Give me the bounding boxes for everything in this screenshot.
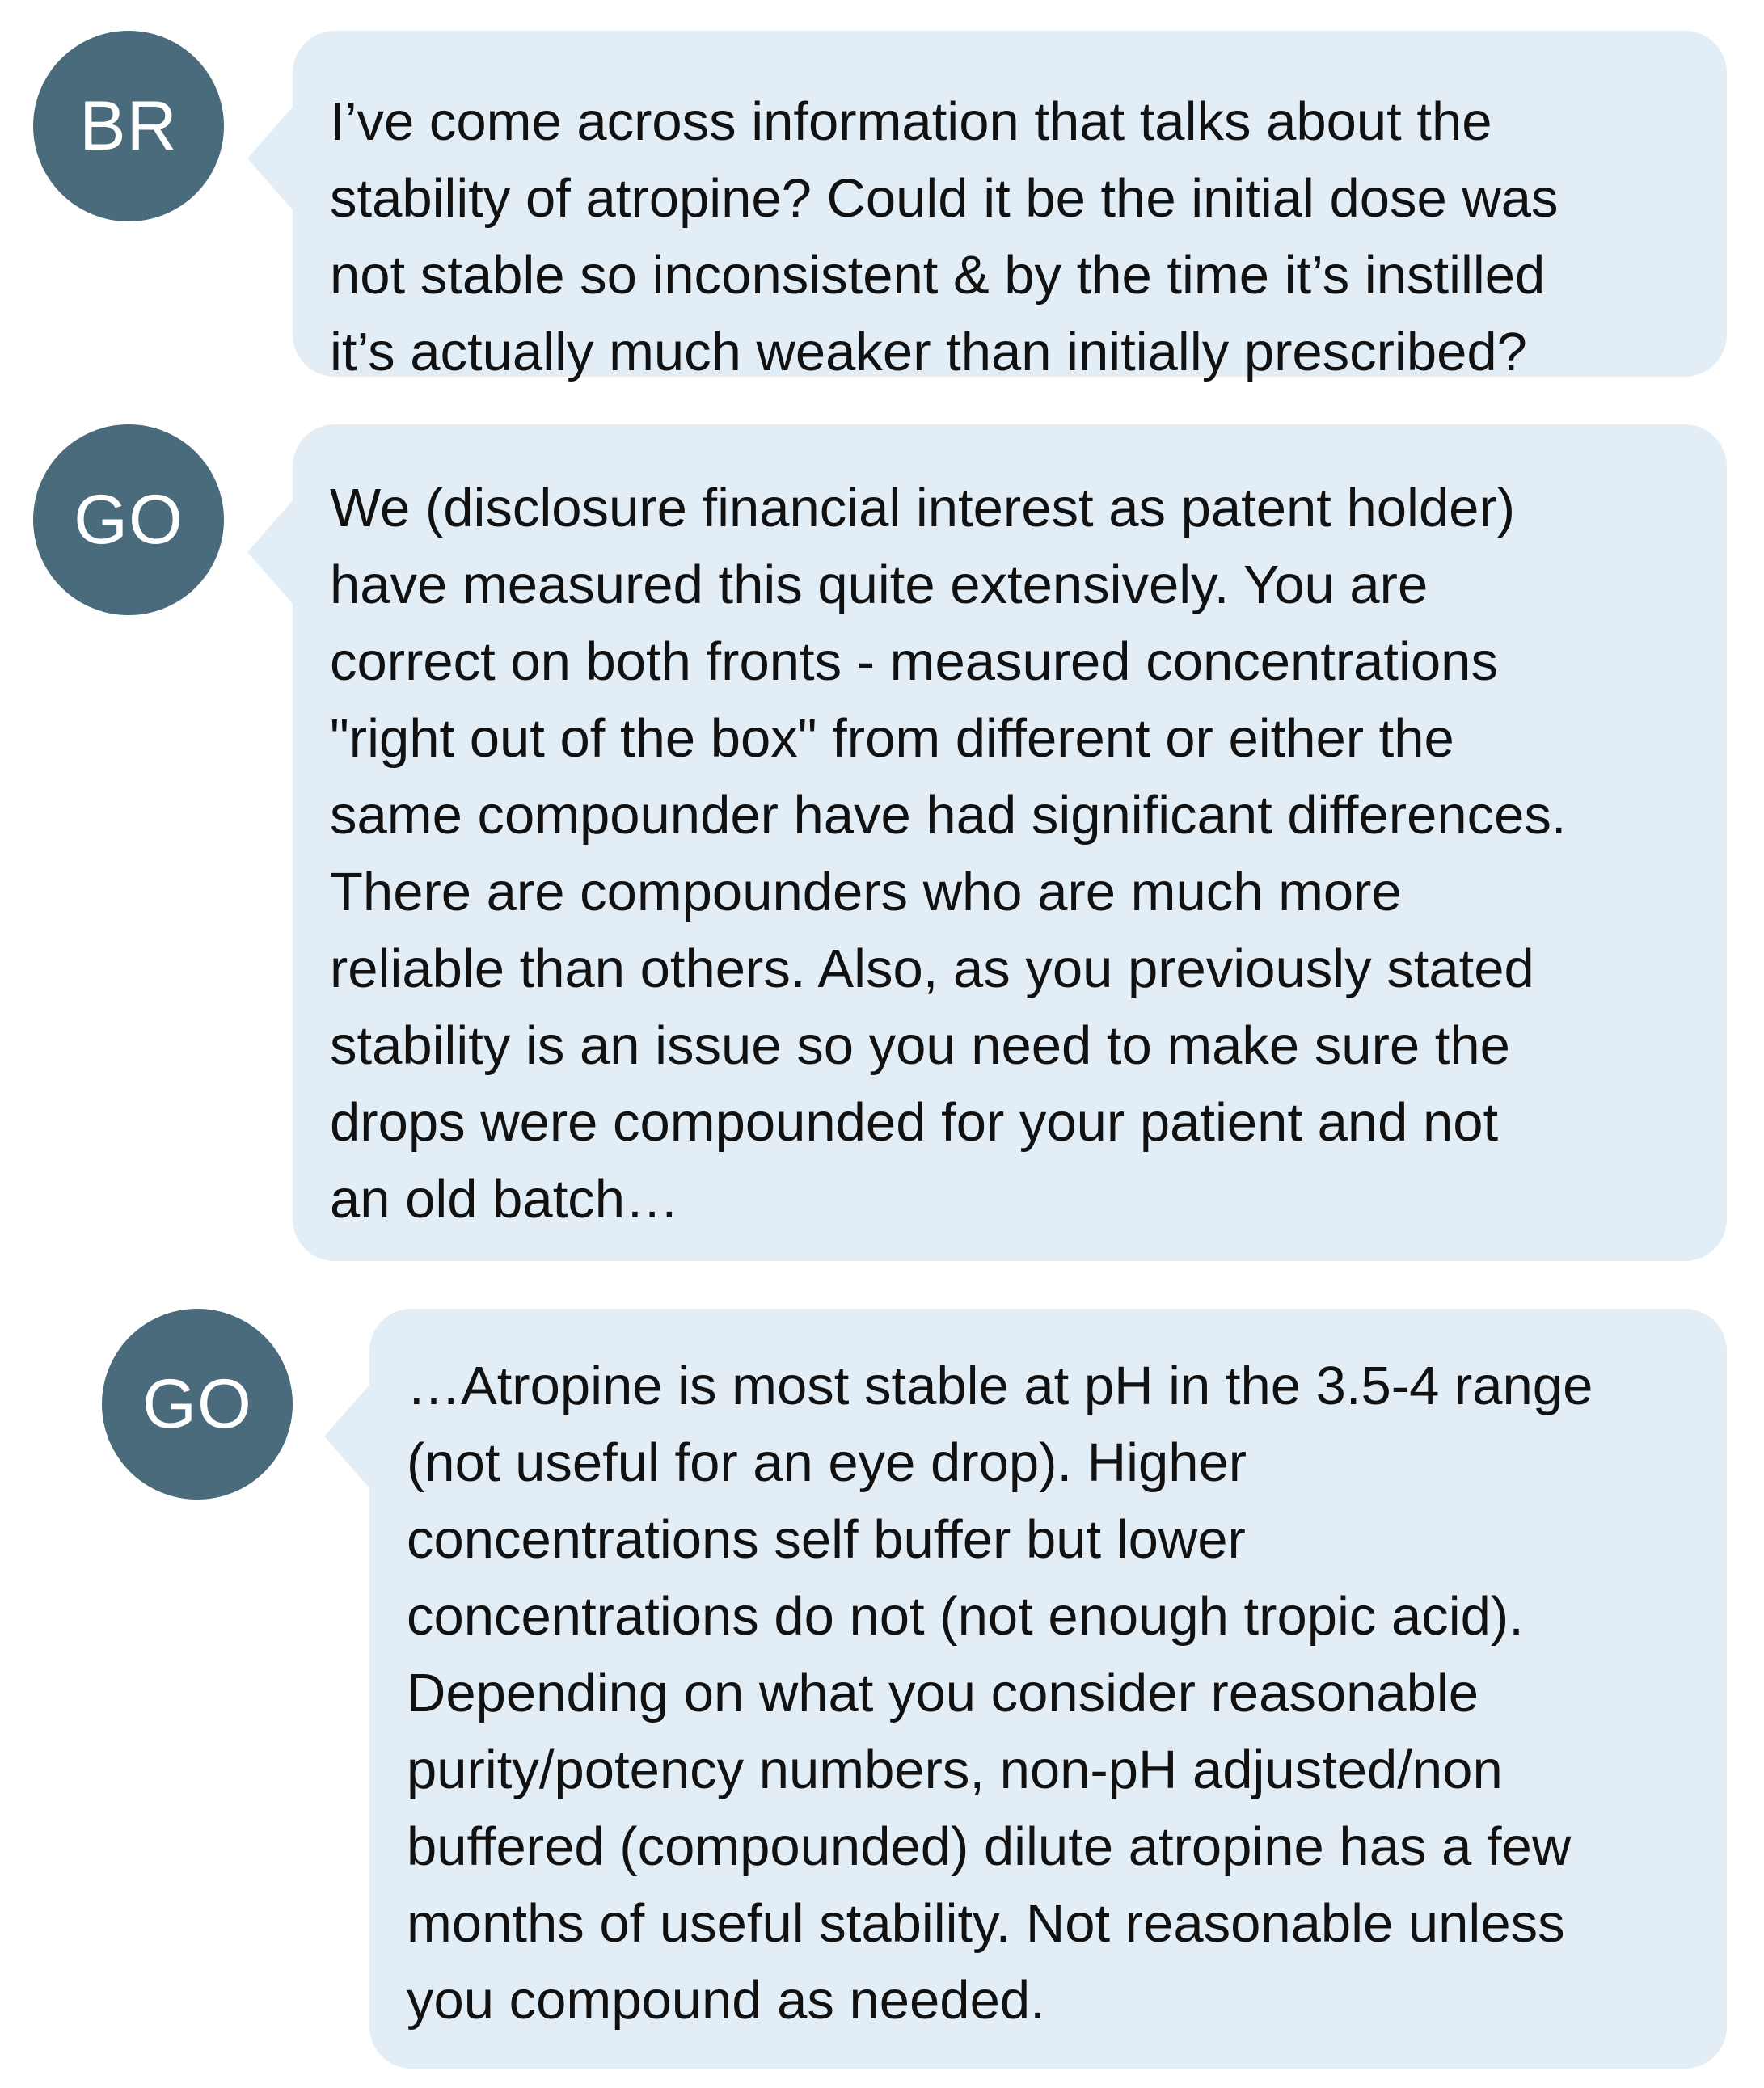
message-text-line: concentrations self buffer but lower (407, 1509, 1246, 1570)
message-text-line: have measured this quite extensively. You are (330, 555, 1429, 615)
message-text-line: correct on both fronts - measured concentrations (330, 631, 1498, 692)
message-text-line: "right out of the box" from different or either the (330, 708, 1454, 769)
message-text-line: We (disclosure financial interest as patent holder) (330, 478, 1516, 538)
message-bubble (293, 424, 1727, 1261)
message-text-line: I’ve come across information that talks about the (330, 91, 1492, 152)
message-text-line: stability is an issue so you need to make sure the (330, 1015, 1510, 1076)
message-text-line: an old batch… (330, 1169, 680, 1230)
message-text-line: Depending on what you consider reasonable (407, 1663, 1479, 1723)
message-text-line: you compound as needed. (407, 1970, 1045, 2031)
message-text-line: purity/potency numbers, non-pH adjusted/non (407, 1740, 1503, 1800)
message-text-line: There are compounders who are much more (330, 862, 1402, 922)
avatar-initials: BR (79, 86, 178, 165)
avatar (33, 31, 224, 221)
avatar-initials: GO (74, 480, 184, 559)
message-text-line: drops were compounded for your patient and not (330, 1092, 1499, 1153)
avatar (102, 1309, 293, 1500)
message-bubble (369, 1309, 1727, 2069)
message-text-line: months of useful stability. Not reasonable unless (407, 1893, 1565, 1954)
message-text-line: stability of atropine? Could it be the initial dose was (330, 168, 1559, 229)
message-text-line: …Atropine is most stable at pH in the 3.5-4 range (407, 1356, 1593, 1416)
avatar-initials: GO (142, 1365, 252, 1443)
message-text-line: it’s actually much weaker than initially prescribed? (330, 322, 1527, 382)
message-text-line: same compounder have had significant differences. (330, 785, 1567, 846)
message-text-line: reliable than others. Also, as you previously stated (330, 939, 1534, 999)
message-text-line: buffered (compounded) dilute atropine has a few (407, 1816, 1572, 1877)
message-bubble (293, 31, 1727, 382)
message-text-line: concentrations do not (not enough tropic acid). (407, 1586, 1524, 1647)
message-text-line: not stable so inconsistent & by the time it’s instilled (330, 245, 1546, 306)
message-text-line: (not useful for an eye drop). Higher (407, 1432, 1247, 1493)
avatar (33, 424, 224, 615)
